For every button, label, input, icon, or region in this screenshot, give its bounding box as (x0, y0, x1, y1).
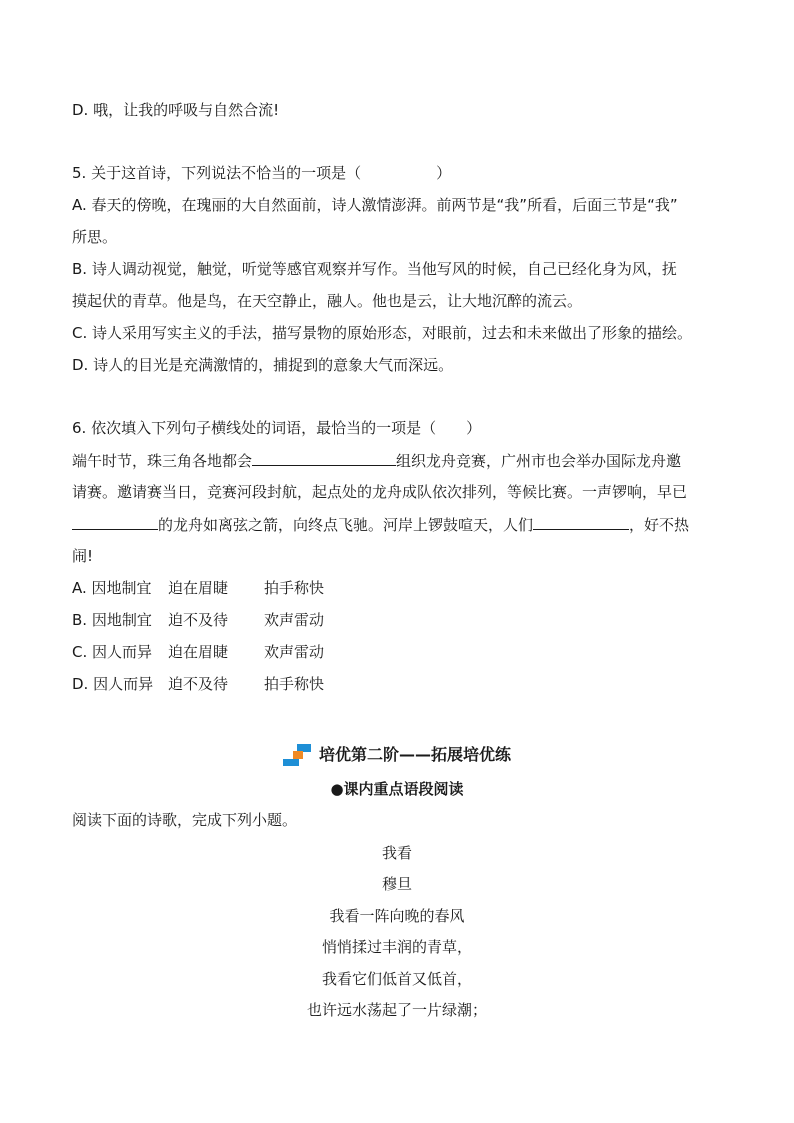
poem-author: 穆旦 (381, 875, 412, 893)
q4-option-d: D. 哦，让我的呼吸与自然合流! (72, 101, 280, 119)
q5-option-a-line2: 所思。 (72, 228, 118, 246)
option-word: 欢声雷动 (264, 611, 325, 629)
q6-passage-line4: 闹! (72, 547, 94, 565)
option-label: D. 因人而异 (72, 675, 154, 693)
q5-option-d: D. 诗人的目光是充满激情的，捕捉到的意象大气而深远。 (72, 356, 454, 374)
section-title: 培优第二阶——拓展培优练 (318, 745, 511, 764)
poem-line: 我看它们低首又低首， (321, 970, 472, 988)
q5-option-b-line1: B. 诗人调动视觉，触觉，听觉等感官观察并写作。当他写风的时候，自己已经化身为风，抚 (72, 260, 677, 278)
option-word: 迫不及待 (168, 675, 229, 693)
fill-blank-2[interactable] (72, 514, 158, 530)
q6-option-a (72, 578, 732, 598)
section-subtitle: ●课内重点语段阅读 (330, 780, 464, 798)
poem-line: 悄悄揉过丰润的青草， (321, 938, 472, 956)
q5-option-b-line2: 摸起伏的青草。他是鸟，在天空静止，融人。他也是云，让大地沉醉的流云。 (72, 292, 583, 310)
poem-line: 也许远水荡起了一片绿潮； (306, 1001, 487, 1019)
q6-passage-text: ，好不热 (629, 516, 690, 534)
option-word: 拍手称快 (264, 675, 325, 693)
section-heading (0, 742, 794, 768)
section-logo-icon (283, 744, 313, 768)
option-label: B. 因地制宜 (72, 611, 152, 629)
poem-line: 我看一阵向晚的春风 (329, 907, 465, 925)
q6-passage-text: 组织龙舟竞赛，广州市也会举办国际龙舟邀 (396, 452, 682, 470)
q6-option-d (72, 674, 732, 694)
q6-stem: 6. 依次填入下列句子横线处的词语，最恰当的一项是（ ） (72, 419, 482, 437)
poem-title: 我看 (381, 844, 412, 862)
q6-passage-text: 端午时节，珠三角各地都会 (72, 452, 253, 470)
q5-option-a-line1: A. 春天的傍晚，在瑰丽的大自然面前，诗人激情澎湃。前两节是“我”所看，后面三节是“我” (72, 196, 678, 214)
fill-blank-1[interactable] (252, 450, 396, 466)
reading-instruction: 阅读下面的诗歌，完成下列小题。 (72, 811, 298, 829)
option-word: 欢声雷动 (264, 643, 325, 661)
fill-blank-3[interactable] (533, 514, 629, 530)
option-label: C. 因人而异 (72, 643, 153, 661)
option-label: A. 因地制宜 (72, 579, 152, 597)
q6-passage-line1 (72, 450, 732, 471)
option-word: 迫在眉睫 (168, 643, 229, 661)
option-word: 迫在眉睫 (168, 579, 229, 597)
option-word: 迫不及待 (168, 611, 229, 629)
option-word: 拍手称快 (264, 579, 325, 597)
q6-passage-line2: 请赛。邀请赛当日，竞赛河段封航，起点处的龙舟成队依次排列，等候比赛。一声锣响，早已 (72, 483, 688, 501)
q5-stem: 5. 关于这首诗，下列说法不恰当的一项是（ ） (72, 164, 452, 182)
q5-option-c: C. 诗人采用写实主义的手法，描写景物的原始形态，对眼前，过去和未来做出了形象的描绘。 (72, 324, 693, 342)
q6-passage-text: 的龙舟如离弦之箭，向终点飞驰。河岸上锣鼓喧天，人们 (158, 516, 534, 534)
q6-option-c (72, 642, 732, 662)
q6-option-b (72, 610, 732, 630)
q6-passage-line3 (72, 514, 732, 535)
